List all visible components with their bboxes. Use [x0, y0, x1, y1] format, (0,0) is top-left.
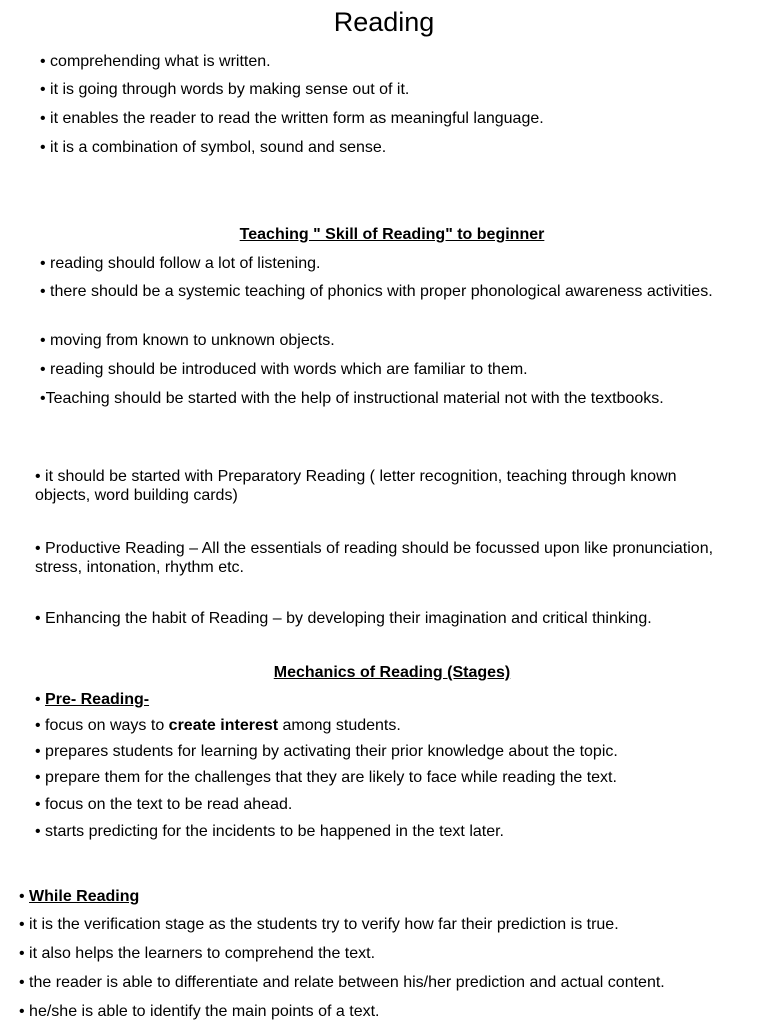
- pre-reading-item: [35, 716, 401, 735]
- teaching-bullet: •Teaching should be started with the help of instructional material not with the textbooks.: [40, 390, 664, 407]
- bullet: •: [35, 691, 46, 708]
- while-reading-item: • he/she is able to identify the main points of a text.: [19, 1003, 380, 1020]
- teaching-bullet: • reading should be introduced with words which are familiar to them.: [40, 361, 528, 378]
- while-reading-item: • it also helps the learners to comprehend the text.: [19, 945, 376, 962]
- page-title: Reading: [333, 7, 435, 37]
- approach-paragraph: • Enhancing the habit of Reading – by developing their imagination and critical thinking.: [35, 610, 652, 627]
- intro-bullet: • it enables the reader to read the written form as meaningful language.: [40, 110, 544, 127]
- pre-reading-item: • prepares students for learning by activating their prior knowledge about the topic.: [35, 743, 618, 760]
- approach-paragraph: • it should be started with Preparatory Reading ( letter recognition, teaching through known objects, word building cards): [35, 468, 677, 504]
- while-reading-item: • the reader is able to differentiate and relate between his/her prediction and actual content.: [19, 974, 665, 991]
- teaching-bullet: • moving from known to unknown objects.: [40, 332, 335, 349]
- while-reading-heading: [19, 887, 139, 906]
- emphasis: create interest: [168, 717, 279, 734]
- pre-reading-heading: [35, 690, 149, 709]
- while-reading-label: While Reading: [29, 888, 140, 905]
- intro-bullet: • comprehending what is written.: [40, 53, 271, 70]
- text: among students.: [278, 717, 401, 734]
- teaching-bullet: • there should be a systemic teaching of phonics with proper phonological awareness activities.: [40, 283, 713, 300]
- pre-reading-item: • starts predicting for the incidents to be happened in the text later.: [35, 823, 504, 840]
- pre-reading-item: • prepare them for the challenges that they are likely to face while reading the text.: [35, 769, 617, 786]
- intro-bullet: • it is going through words by making sense out of it.: [40, 81, 410, 98]
- while-reading-item: • it is the verification stage as the students try to verify how far their prediction is true.: [19, 916, 619, 933]
- approach-paragraph: • Productive Reading – All the essentials of reading should be focussed upon like pronunciation, stress, intonation, rhythm etc.: [35, 540, 714, 576]
- text: • focus on ways to: [35, 717, 169, 734]
- section-heading-mechanics: Mechanics of Reading (Stages): [273, 664, 511, 681]
- pre-reading-item: • focus on the text to be read ahead.: [35, 796, 293, 813]
- bullet: •: [19, 888, 30, 905]
- intro-bullet: • it is a combination of symbol, sound and sense.: [40, 139, 387, 156]
- teaching-bullet: • reading should follow a lot of listening.: [40, 255, 321, 272]
- pre-reading-label: Pre- Reading-: [45, 691, 150, 708]
- section-heading-teaching: Teaching " Skill of Reading" to beginner: [239, 226, 545, 243]
